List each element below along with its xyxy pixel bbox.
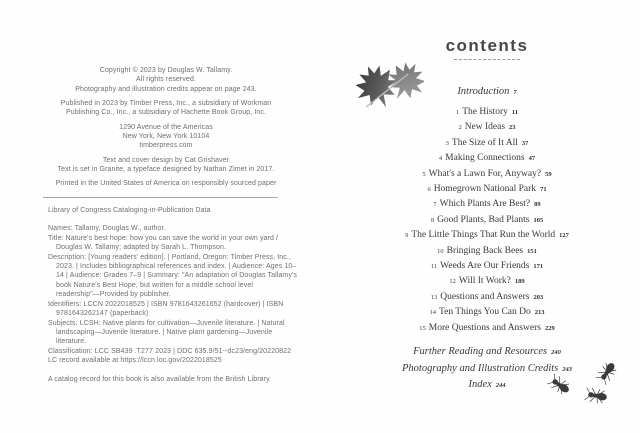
- chapter-title: More Questions and Answers: [428, 322, 541, 333]
- address-line: timberpress.com: [139, 142, 193, 150]
- printed-line: Printed in the United States of America on responsibly sourced paper: [55, 180, 277, 188]
- chapter-number: 6: [427, 186, 431, 194]
- loc-entry: LC record available at https://lccn.loc.gov/2022018525: [48, 357, 222, 365]
- copyright-line: All rights reserved.: [136, 76, 196, 84]
- toc-chapter-row: [334, 290, 640, 305]
- toc-chapter-row: [334, 244, 640, 259]
- chapter-title: Questions and Answers: [440, 291, 530, 302]
- toc-chapter-row: [334, 120, 640, 135]
- back-matter-label: Further Reading and Resources: [413, 346, 548, 358]
- chapter-number: 5: [422, 170, 426, 178]
- ants-icon: [545, 358, 630, 410]
- address-line: 1290 Avenue of the Americas: [119, 123, 213, 131]
- introduction-page-number: 7: [513, 89, 517, 96]
- chapter-title: The History: [462, 107, 508, 117]
- chapter-number: 15: [419, 324, 426, 332]
- chapter-title: The Size of It All: [451, 137, 518, 148]
- chapter-page-number: 37: [521, 139, 529, 147]
- chapter-page-number: 23: [509, 124, 516, 132]
- design-credit-block: [30, 156, 302, 175]
- chapter-number: 3: [445, 139, 449, 147]
- chapter-number: 11: [430, 263, 438, 271]
- chapter-page-number: 127: [559, 232, 569, 240]
- contents-title: contents: [445, 36, 529, 55]
- copyright-page: [30, 66, 302, 384]
- chapter-page-number: 71: [540, 186, 547, 194]
- back-matter-page-number: 243: [562, 365, 572, 373]
- chapter-page-number: 47: [528, 155, 536, 163]
- chapter-title: Bringing Back Bees: [446, 245, 524, 256]
- chapter-number: 13: [430, 293, 438, 301]
- toc-chapter-row: [334, 136, 640, 151]
- loc-entry: Title: Nature's best hope: how you can save the world in your own yard / Douglas W. Tallamy; adapted by Sarah L. Thompson.: [48, 234, 279, 252]
- chapter-number: 4: [438, 155, 443, 163]
- chapter-title: Which Plants Are Best?: [439, 199, 531, 210]
- chapter-page-number: 89: [534, 201, 541, 209]
- copyright-line: Copyright © 2023 by Douglas W. Tallamy.: [99, 67, 233, 74]
- chapter-title: What's a Lawn For, Anyway?: [428, 168, 542, 179]
- chapter-page-number: 59: [545, 170, 552, 178]
- chapter-title: Will It Work?: [458, 276, 511, 287]
- chapter-title: The Little Things That Run the World: [411, 230, 556, 241]
- chapter-number: 14: [429, 309, 436, 317]
- british-library-line: A catalog record for this book is also available from the British Library.: [48, 375, 272, 383]
- ant-icon: [547, 373, 572, 397]
- chapter-page-number: 105: [533, 216, 544, 224]
- chapter-list: [334, 105, 640, 336]
- chapter-page-number: 171: [533, 263, 544, 271]
- chapter-page-number: 189: [514, 278, 525, 286]
- chapter-number: 9: [405, 232, 409, 240]
- toc-chapter-row: [334, 167, 640, 182]
- section-divider-rule: [43, 197, 278, 198]
- loc-entry: Classification: LCC SB439 .T277 2023 | DDC 635.9/51--dc23/eng/20220822: [48, 347, 292, 355]
- design-credit-line: Text is set in Granite, a typeface designed by Nathan Zimet in 2017.: [57, 166, 275, 174]
- chapter-number: 10: [437, 247, 444, 255]
- chapter-number: 8: [430, 216, 435, 224]
- publisher-block: [30, 99, 302, 118]
- back-matter-page-number: 240: [551, 349, 561, 357]
- loc-entry: Names: Tallamy, Douglas W., author.: [48, 225, 166, 233]
- toc-chapter-row: [334, 151, 640, 166]
- loc-cataloging-block: [30, 206, 298, 385]
- loc-entry: Identifiers: LCCN 2022018525 | ISBN 9781643261652 (hardcover) | ISBN 9781643262147 (paperback): [48, 300, 284, 318]
- maple-leaves-icon: [356, 54, 424, 118]
- chapter-number: 7: [433, 201, 437, 209]
- loc-entry: Subjects: LCSH: Native plants for cultivation—Juvenile literature. | Natural landscaping—Juvenile literature. | Native plant gardening—Juvenile literature.: [48, 319, 285, 346]
- chapter-title: New Ideas: [464, 122, 506, 133]
- chapter-title: Homegrown National Park: [433, 184, 537, 195]
- design-credit-line: Text and cover design by Cat Grishaver: [102, 156, 230, 164]
- introduction-label: Introduction: [457, 86, 510, 97]
- chapter-page-number: 151: [527, 247, 537, 255]
- toc-chapter-row: [334, 274, 640, 289]
- copyright-block: [30, 66, 302, 94]
- toc-chapter-row: [334, 321, 640, 336]
- ant-icon: [584, 387, 607, 404]
- chapter-page-number: 11: [511, 109, 519, 116]
- chapter-page-number: 229: [544, 324, 555, 332]
- toc-chapter-row: [334, 259, 640, 274]
- copyright-line: Photography and illustration credits appear on page 243.: [75, 85, 257, 93]
- ant-icon: [595, 360, 619, 385]
- toc-chapter-row: [334, 182, 640, 197]
- loc-heading: Library of Congress Cataloging-in-Publication Data: [48, 206, 211, 214]
- chapter-title: Ten Things You Can Do: [438, 307, 531, 318]
- dotted-divider: [454, 59, 520, 60]
- chapter-title: Weeds Are Our Friends: [440, 261, 530, 272]
- back-matter-label: Photography and Illustration Credits: [402, 362, 559, 374]
- chapter-title: Good Plants, Bad Plants: [437, 214, 530, 225]
- loc-entry: Description: [Young readers' edition]. | Portland, Oregon: Timber Press, Inc., 2023. | Includes bibliographical references and index. | Audience: Ages 10–14 | Audience: Grades 7–9 | Summary: "An adaptation of Douglas Tallamy's book Nature's Best Hope, but written for a middle school level readership"—Provided by publisher.: [48, 253, 297, 299]
- chapter-title: Making Connections: [445, 153, 525, 164]
- publisher-line: Publishing Co., Inc., a subsidiary of Hachette Book Group, Inc.: [65, 109, 267, 117]
- chapter-page-number: 213: [534, 309, 545, 317]
- address-line: New York, New York 10104: [122, 133, 210, 141]
- toc-chapter-row: [334, 213, 640, 228]
- back-matter-page-number: 244: [495, 382, 506, 390]
- chapter-number: 1: [455, 109, 460, 116]
- back-matter-label: Index: [468, 379, 492, 391]
- toc-chapter-row: [334, 228, 640, 243]
- address-block: [30, 123, 302, 151]
- chapter-number: 12: [449, 278, 456, 286]
- publisher-line: Published in 2023 by Timber Press, Inc., a subsidiary of Workman: [60, 100, 272, 108]
- toc-chapter-row: [334, 305, 640, 320]
- chapter-number: 2: [458, 124, 462, 132]
- toc-chapter-row: [334, 197, 640, 212]
- chapter-page-number: 203: [533, 293, 544, 301]
